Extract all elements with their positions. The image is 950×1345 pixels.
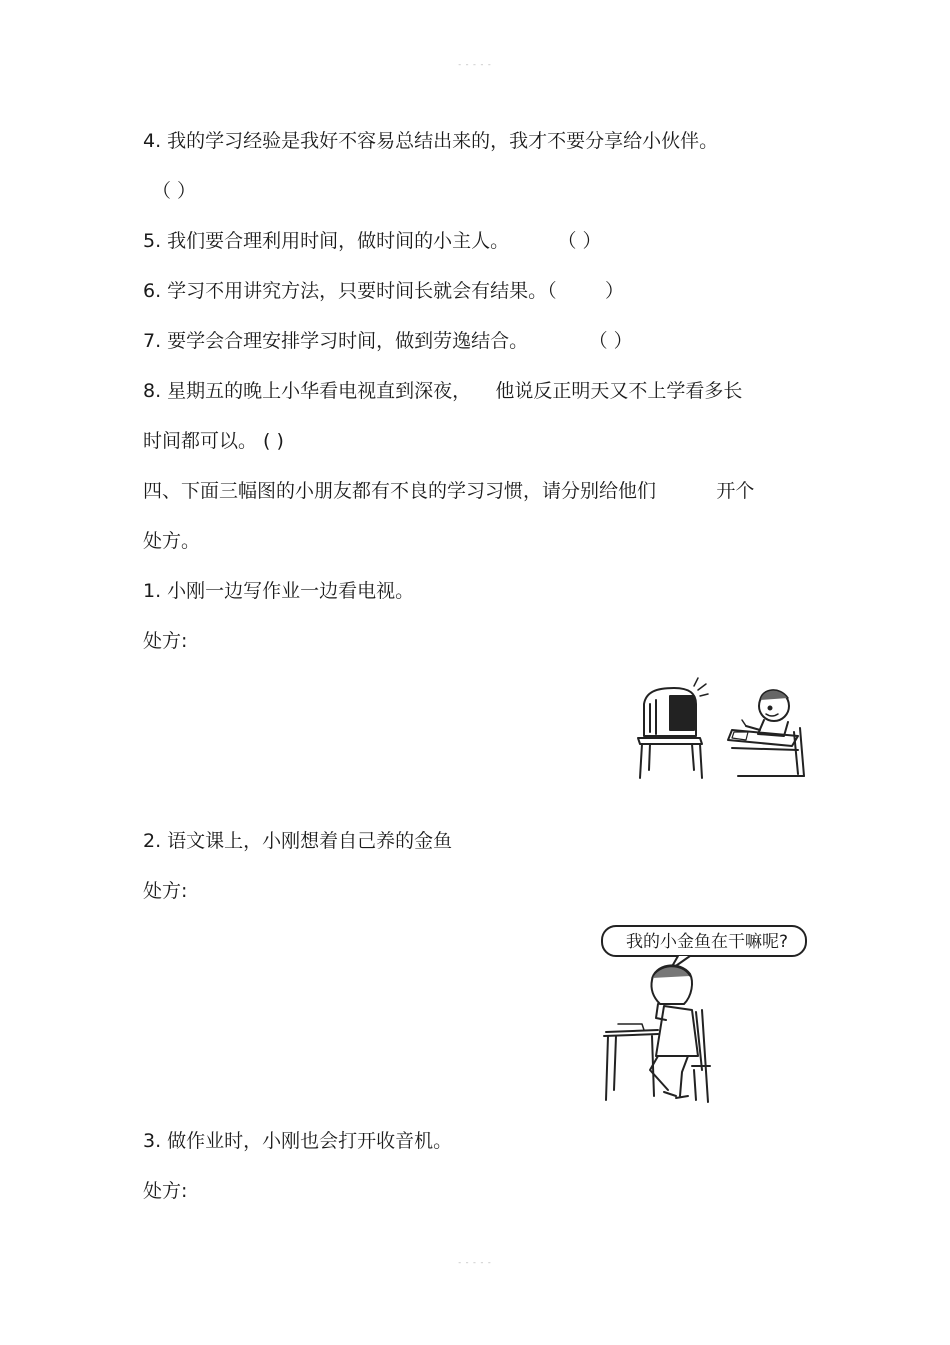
question-6: 6. 学习不用讲究方法，只要时间长就会有结果。（ ） <box>143 280 624 302</box>
item-1: 1. 小刚一边写作业一边看电视。 <box>143 580 415 602</box>
item-3: 3. 做作业时，小刚也会打开收音机。 <box>143 1130 453 1152</box>
question-4: 4. 我的学习经验是我好不容易总结出来的，我才不要分享给小伙伴。 <box>143 130 719 152</box>
section-4-heading: 四、下面三幅图的小朋友都有不良的学习习惯，请分别给他们 开个 <box>143 480 755 502</box>
question-5: 5. 我们要合理利用时间，做时间的小主人。 （ ） <box>143 230 602 252</box>
tv-homework-illustration <box>628 674 808 786</box>
header-dots: - - - - - <box>458 60 492 69</box>
question-4-answer-paren[interactable]: （ ） <box>152 180 197 202</box>
question-8-continued: 时间都可以。 ( ) <box>143 430 284 452</box>
speech-bubble-text: 我的小金鱼在干嘛呢? <box>625 932 789 952</box>
item-2: 2. 语文课上，小刚想着自己养的金鱼 <box>143 830 453 852</box>
section-4-heading-continued: 处方。 <box>143 530 201 552</box>
item-3-prescription-label: 处方: <box>143 1180 188 1202</box>
question-7: 7. 要学会合理安排学习时间，做到劳逸结合。 （ ） <box>143 330 633 352</box>
question-8: 8. 星期五的晚上小华看电视直到深夜， 他说反正明天又不上学看多长 <box>143 380 743 402</box>
item-1-prescription-label: 处方: <box>143 630 188 652</box>
daydream-illustration <box>598 920 810 1108</box>
item-2-prescription-label: 处方: <box>143 880 188 902</box>
footer-dots: - - - - - <box>458 1258 492 1267</box>
